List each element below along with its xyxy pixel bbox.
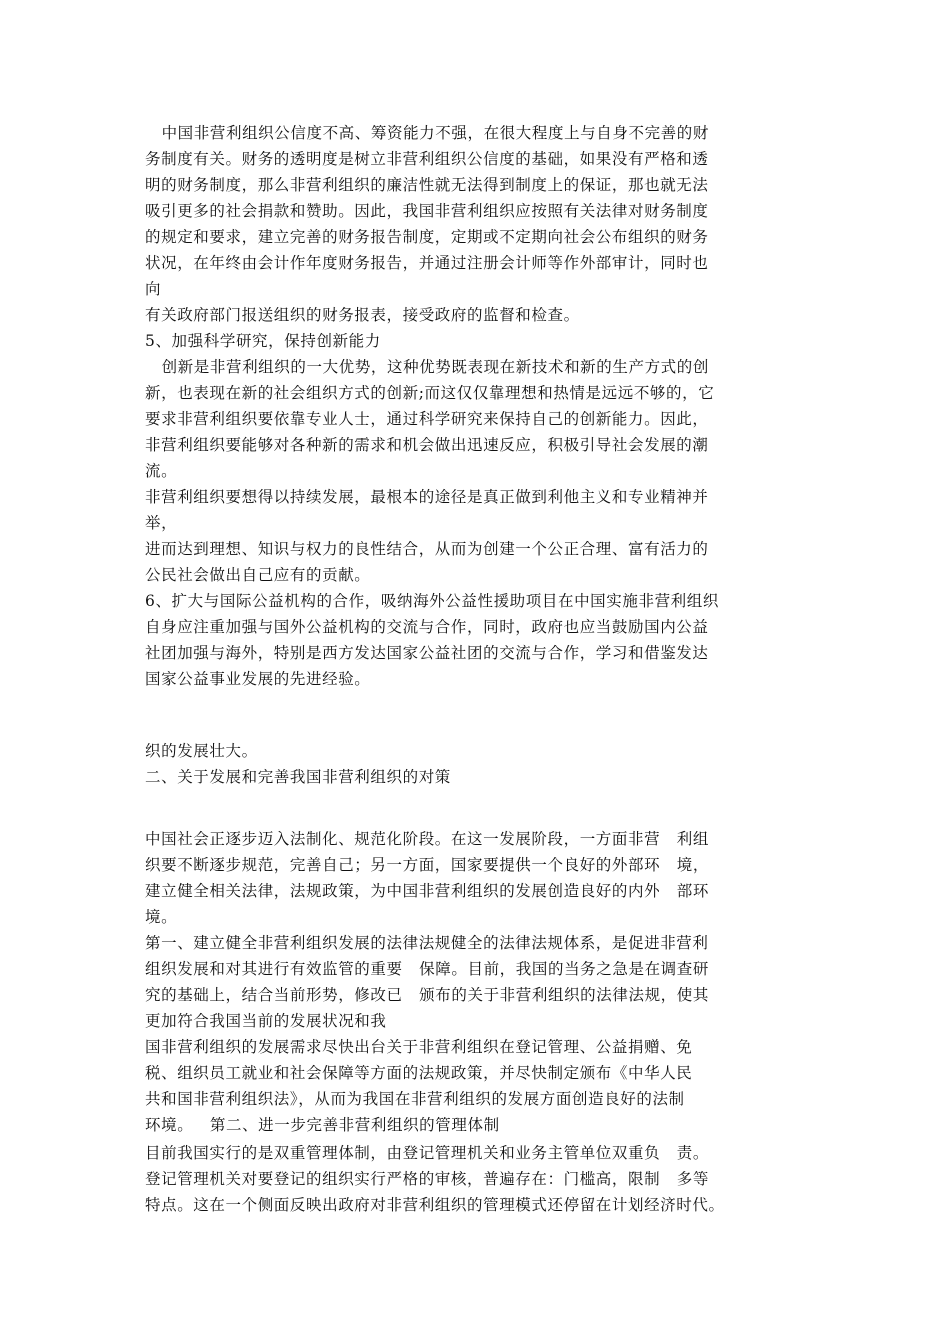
section-heading-5: 5、加强科学研究，保持创新能力: [145, 332, 381, 350]
text-line: 国非营利组织的发展需求尽快出台关于非营利组织在登记管理、公益捐赠、免: [145, 1038, 693, 1056]
text-line: 究的基础上，结合当前形势，修改已 颁布的关于非营利组织的法律法规，使其: [145, 986, 709, 1004]
text-line: 自身应注重加强与国外公益机构的交流与合作，同时，政府也应当鼓励国内公益: [145, 618, 709, 636]
text-line: 国家公益事业发展的先进经验。: [145, 670, 371, 688]
text-line: 吸引更多的社会捐款和赞助。因此，我国非营利组织应按照有关法律对财务制度: [145, 202, 709, 220]
text-block-section-two-heading: [145, 738, 815, 790]
text-line: 共和国非营利组织法》，从而为我国在非营利组织的发展方面创造良好的法制: [145, 1090, 685, 1108]
text-line: 织的发展壮大。: [145, 742, 258, 760]
text-line: 明的财务制度，那么非营利组织的廉洁性就无法得到制度上的保证，那也就无法: [145, 176, 709, 194]
text-line: 公民社会做出自己应有的贡献。: [145, 566, 371, 584]
text-line: 流。: [145, 462, 178, 480]
text-line: 税、组织员工就业和社会保障等方面的法规政策，并尽快制定颁布《中华人民: [145, 1064, 693, 1082]
text-line: 新，也表现在新的社会组织方式的创新;而这仅仅靠理想和热情是远远不够的，它: [145, 384, 715, 402]
text-block-financial-and-innovation: [145, 120, 815, 692]
text-line: 举，: [145, 514, 178, 532]
text-line: 特点。这在一个侧面反映出政府对非营利组织的管理模式还停留在计划经济时代。: [145, 1196, 725, 1214]
text-line: 创新是非营利组织的一大优势，这种优势既表现在新技术和新的生产方式的创: [145, 358, 709, 376]
section-heading-2: 二、关于发展和完善我国非营利组织的对策: [145, 768, 451, 786]
text-line: 织要不断逐步规范，完善自己；另一方面，国家要提供一个良好的外部环 境，: [145, 856, 709, 874]
text-line: 目前我国实行的是双重管理体制，由登记管理机关和业务主管单位双重负 责。: [145, 1144, 709, 1162]
text-line: 更加符合我国当前的发展状况和我: [145, 1012, 387, 1030]
text-line: 非营利组织要能够对各种新的需求和机会做出迅速反应，积极引导社会发展的潮: [145, 436, 709, 454]
text-line: 有关政府部门报送组织的财务报表，接受政府的监督和检查。: [145, 306, 580, 324]
text-line: 进而达到理想、知识与权力的良性结合，从而为创建一个公正合理、富有活力的: [145, 540, 709, 558]
text-line: 环境。 第二、进一步完善非营利组织的管理体制: [145, 1116, 500, 1134]
text-line: 务制度有关。财务的透明度是树立非营利组织公信度的基础，如果没有严格和透: [145, 150, 709, 168]
text-line: 境。: [145, 908, 178, 926]
text-block-legal-framework: [145, 826, 815, 1138]
text-line: 登记管理机关对要登记的组织实行严格的审核，普遍存在：门槛高，限制 多等: [145, 1170, 709, 1188]
text-line: 向: [145, 280, 162, 298]
text-line: 状况，在年终由会计作年度财务报告，并通过注册会计师等作外部审计，同时也: [145, 254, 709, 272]
text-block-management-system: [145, 1140, 815, 1218]
text-line: 建立健全相关法律，法规政策，为中国非营利组织的发展创造良好的内外 部环: [145, 882, 709, 900]
text-line: 中国社会正逐步迈入法制化、规范化阶段。在这一发展阶段，一方面非营 利组: [145, 830, 709, 848]
text-line: 非营利组织要想得以持续发展，最根本的途径是真正做到利他主义和专业精神并: [145, 488, 709, 506]
text-line: 社团加强与海外，特别是西方发达国家公益社团的交流与合作，学习和借鉴发达: [145, 644, 709, 662]
text-line: 要求非营利组织要依靠专业人士，通过科学研究来保持自己的创新能力。因此，: [145, 410, 709, 428]
text-line: 组织发展和对其进行有效监管的重要 保障。目前，我国的当务之急是在调查研: [145, 960, 709, 978]
text-line: 第一、建立健全非营利组织发展的法律法规健全的法律法规体系，是促进非营利: [145, 934, 709, 952]
section-heading-6: 6、扩大与国际公益机构的合作，吸纳海外公益性援助项目在中国实施非营利组织: [145, 592, 719, 610]
text-line: 的规定和要求，建立完善的财务报告制度，定期或不定期向社会公布组织的财务: [145, 228, 709, 246]
text-line: 中国非营利组织公信度不高、筹资能力不强，在很大程度上与自身不完善的财: [145, 124, 709, 142]
